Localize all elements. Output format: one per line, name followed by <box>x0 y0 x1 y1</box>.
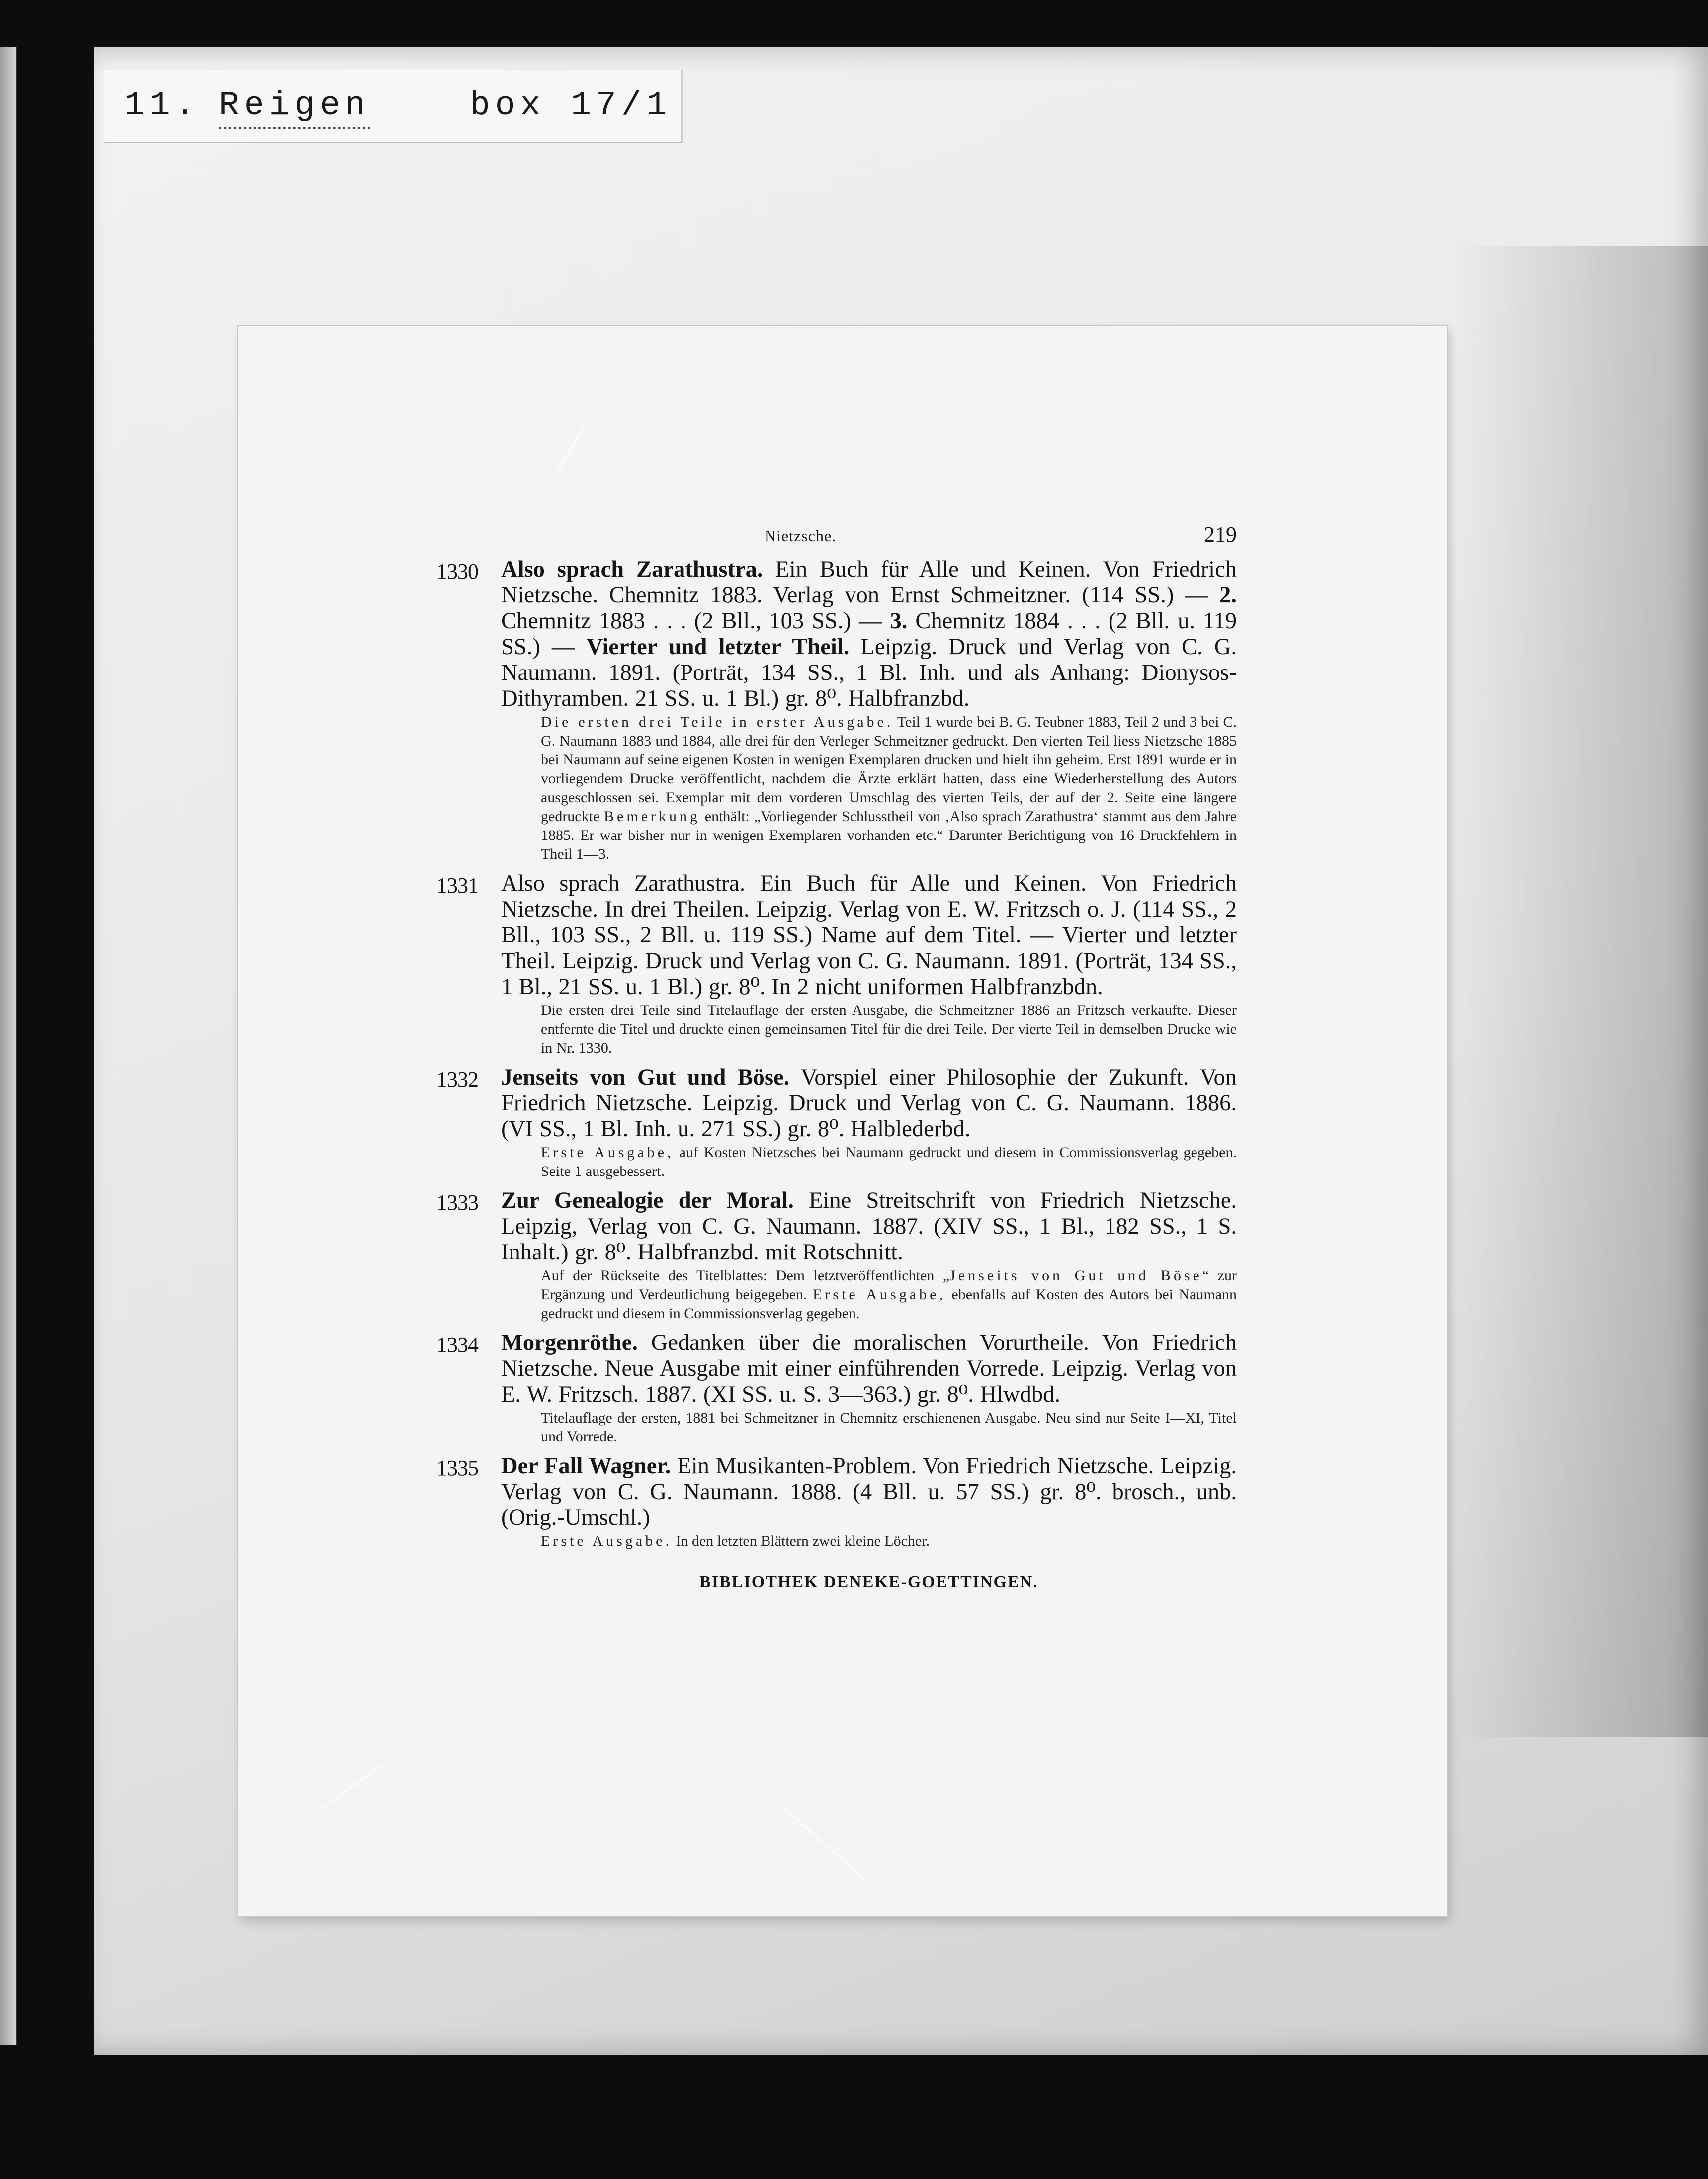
catalog-entry-1334 <box>436 1330 1237 1446</box>
film-scratch <box>322 1761 388 1809</box>
label-name: Reigen <box>219 86 370 129</box>
entry-text <box>501 557 1237 712</box>
note-text: Teil 1 wurde bei B. G. Teubner 1883, Teil 2 und 3 bei C. G. Naumann 1883 und 1884, alle drei für den Verleger Schmeitzner gedruckt. Den vierten Teil liess Nietzsche 1885 bei Naumann auf seine eigenen Kosten in wenigen Exemplaren drucken und hielt ihn geheim. Erst 1891 wurde er in vorliegendem Drucke veröffentlicht, nachdem die Ärzte erklärt hatten, dass eine Wiederherstellung des Autors ausgeschlossen sei. Exemplar mit dem vorderen Umschlag des vierten Teils, der auf der 2. Seite eine längere gedruckte <box>541 714 1237 825</box>
note-emphasis: Erste Ausgabe. <box>541 1533 672 1549</box>
note-emphasis: Erste Ausgabe, <box>541 1144 674 1161</box>
entry-text: Also sprach Zarathustra. Ein Buch für Alle und Keinen. Von Friedrich Nietzsche. In drei Theilen. Leipzig. Verlag von E. W. Fritzsch o. J. (114 SS., 2 Bll., 103 SS., 2 Bll. u. 119 SS.) Name auf dem Titel. — Vierter und letzter Theil. Leipzig. Druck und Verlag von C. G. Naumann. 1891. (Porträt, 134 SS., 1 Bl., 21 SS. u. 1 Bl.) gr. 8⁰. In 2 nicht uniformen Halbfranzbdn. <box>501 871 1237 1000</box>
board-shadow <box>1454 246 1708 1737</box>
catalog-entry-1330 <box>436 557 1237 864</box>
page-text-block <box>436 522 1237 1592</box>
label-number: 11. <box>124 86 200 125</box>
entry-number: 1333 <box>436 1190 478 1215</box>
entry-part-marker: 2. <box>1219 583 1237 608</box>
note-text: In den letzten Blättern zwei kleine Löcher. <box>672 1533 930 1549</box>
entry-note: Die ersten drei Teile sind Titelauflage der ersten Ausgabe, die Schmeitzner 1886 an Fritzsch verkaufte. Dieser entfernte die Titel und druckte einen gemeinsamen Titel für die drei Teile. Der vierte Teil in demselben Drucke wie in Nr. 1330. <box>541 1002 1237 1056</box>
catalog-entry-1333 <box>436 1188 1237 1323</box>
entry-text-part: Chemnitz 1884 . . . (2 Bll. u. 119 SS.) — <box>501 608 1237 660</box>
entry-text-part: Chemnitz 1883 . . . (2 Bll., 103 SS.) — <box>501 608 890 634</box>
note-emphasis: Jenseits von Gut und Böse <box>949 1267 1202 1284</box>
entry-text <box>501 1188 1237 1265</box>
entry-number: 1331 <box>436 873 478 898</box>
entry-number: 1334 <box>436 1333 478 1357</box>
entry-text-part: Ein Musikanten-Problem. Von Friedrich Nietzsche. Leipzig. Verlag von C. G. Naumann. 1888. (4 Bll. u. 57 SS.) gr. 8⁰. brosch., unb. (Orig.-Umschl.) <box>501 1453 1237 1530</box>
note-emphasis: Bemerkung <box>604 808 701 825</box>
note-text: “ zur Ergänzung und Verdeutlichung beigegeben. <box>541 1267 1237 1303</box>
entry-note <box>501 1266 1237 1323</box>
entry-note <box>501 1143 1237 1181</box>
entry-text-part: Vorspiel einer Philosophie der Zukunft. Von Friedrich Nietzsche. Leipzig. Druck und Verlag von C. G. Naumann. 1886. (VI SS., 1 Bl. Inh. u. 271 SS.) gr. 8⁰. Halblederbd. <box>501 1065 1237 1142</box>
note-text: ebenfalls auf Kosten des Autors bei Naumann gedruckt und diesem in Commissionsverlag gegeben. <box>541 1286 1237 1322</box>
running-head <box>436 522 1237 557</box>
entry-note: Titelauflage der ersten, 1881 bei Schmeitzner in Chemnitz erschienenen Ausgabe. Neu sind nur Seite I—XI, Titel und Vorrede. <box>541 1410 1237 1445</box>
entry-part-marker: Vierter und letzter Theil. <box>586 634 850 660</box>
running-title: Nietzsche. <box>765 527 837 545</box>
entry-title: Morgenröthe. <box>501 1330 638 1355</box>
entry-text-part: Leipzig. Druck und Verlag von C. G. Naumann. 1891. (Porträt, 134 SS., 1 Bl. Inh. und als Anhang: Dionysos-Dithyramben. 21 SS. u. 1 Bl.) gr. 8⁰. Halbfranzbd. <box>501 634 1237 711</box>
page-number: 219 <box>1204 522 1237 547</box>
note-emphasis: Erste Ausgabe, <box>813 1286 946 1303</box>
entry-number: 1335 <box>436 1456 478 1480</box>
catalog-entry-1335 <box>436 1453 1237 1551</box>
film-scratch <box>784 1807 866 1882</box>
entry-note <box>501 713 1237 864</box>
entry-number: 1332 <box>436 1067 478 1091</box>
label-box: box 17/1 <box>470 86 672 125</box>
catalog-entry-1332 <box>436 1065 1237 1181</box>
entry-text <box>501 1065 1237 1142</box>
entry-text-part: Ein Buch für Alle und Keinen. Von Friedrich Nietzsche. Chemnitz 1883. Verlag von Ernst Schmeitzner. (114 SS.) — <box>501 557 1237 608</box>
film-scratch <box>555 423 586 476</box>
entry-title: Zur Genealogie der Moral. <box>501 1188 794 1213</box>
entry-part-marker: 3. <box>890 608 908 634</box>
entry-title: Also sprach Zarathustra. <box>501 557 763 582</box>
entry-number: 1330 <box>436 559 478 584</box>
note-text: auf Kosten Nietzsches bei Naumann gedruckt und diesem in Commissionsverlag gegeben. Seite 1 ausgebessert. <box>541 1144 1237 1179</box>
adjacent-sheet-edge <box>0 47 17 2045</box>
archive-label <box>104 70 683 143</box>
entry-title: Der Fall Wagner. <box>501 1453 671 1479</box>
entry-text-part: Gedanken über die moralischen Vorurtheile. Von Friedrich Nietzsche. Neue Ausgabe mit einer einführenden Vorrede. Leipzig. Verlag von E. W. Fritzsch. 1887. (XI SS. u. S. 3—363.) gr. 8⁰. Hlwdbd. <box>501 1330 1237 1407</box>
catalog-page <box>238 326 1447 1916</box>
entry-text <box>501 1453 1237 1531</box>
library-stamp: BIBLIOTHEK DENEKE-GOETTINGEN. <box>699 1573 1038 1591</box>
note-text: enthält: „Vorliegender Schlusstheil von ‚Also sprach Zarathustra‘ stammt aus dem Jahre 1885. Er war bisher nur in wenigen Exemplaren vorhanden etc.“ Darunter Berichtigung von 16 Druckfehlern in Theil 1—3. <box>541 808 1237 862</box>
note-text: Auf der Rückseite des Titelblattes: Dem letztveröffentlichten „ <box>541 1267 950 1284</box>
entry-title: Jenseits von Gut und Böse. <box>501 1065 790 1090</box>
entry-text <box>501 1330 1237 1408</box>
entry-note <box>501 1532 1237 1551</box>
catalog-entry-1331 <box>436 871 1237 1058</box>
entry-text-part: Eine Streitschrift von Friedrich Nietzsche. Leipzig, Verlag von C. G. Naumann. 1887. (XIV SS., 1 Bl., 182 SS., 1 S. Inhalt.) gr. 8⁰. Halbfranzbd. mit Rotschnitt. <box>501 1188 1237 1265</box>
note-emphasis: Die ersten drei Teile in erster Ausgabe. <box>541 714 894 730</box>
